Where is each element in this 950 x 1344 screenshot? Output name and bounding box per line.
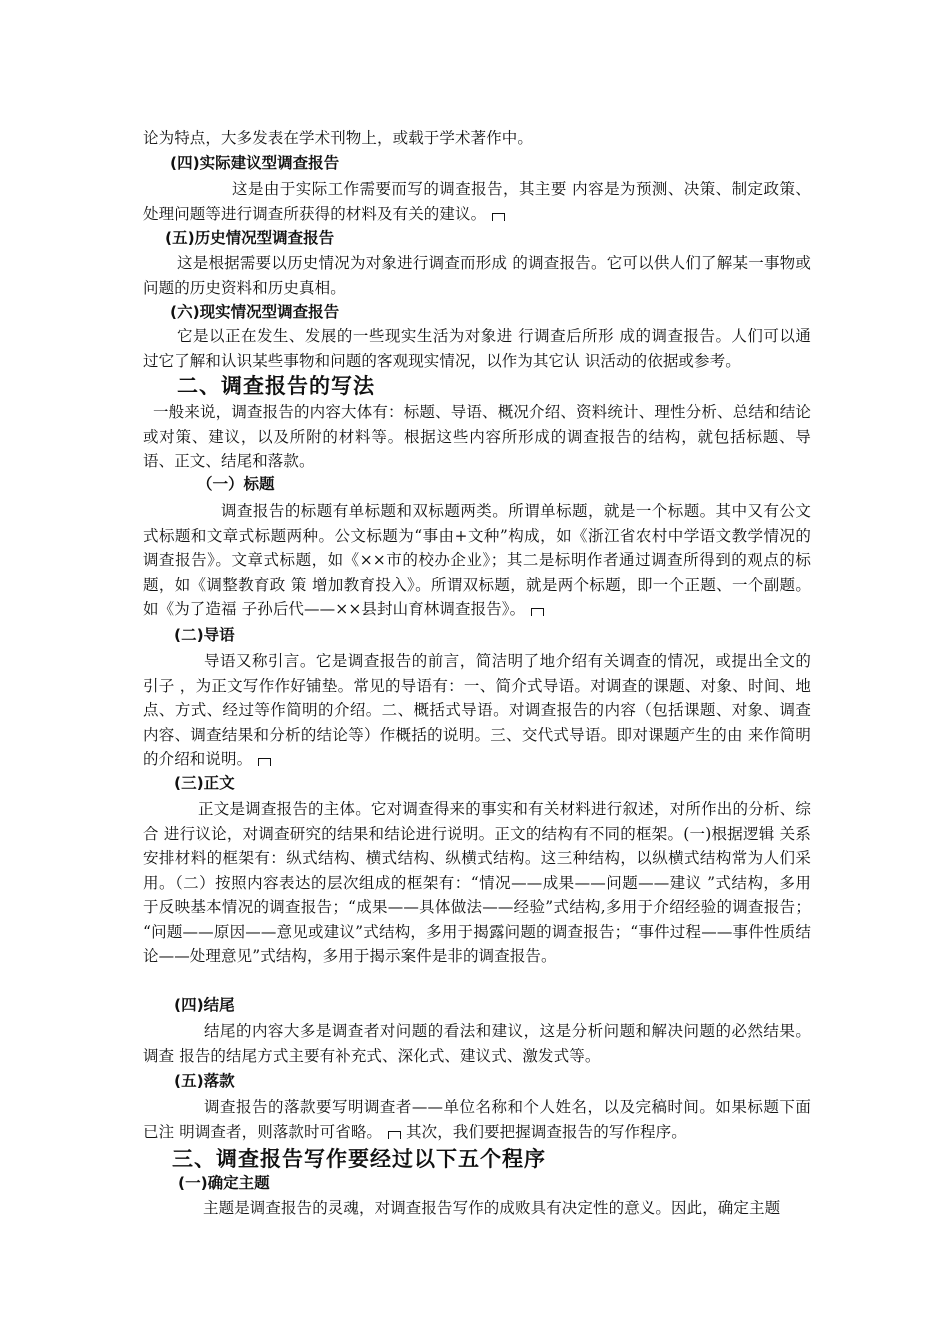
paragraph-section-2: 一般来说，调查报告的内容大体有：标题、导语、概况介绍、资料统计、理性分析、总结和结论或对策、建议，以及所附的材料等。根据这些内容所形成的调查报告的结构，就包括标题、导语、正文、结尾和落款。 (143, 403, 811, 470)
heading-reality-report: (六)现实情况型调查报告 (170, 303, 340, 321)
revision-mark-icon (531, 608, 544, 616)
paragraph-ending: 结尾的内容大多是调查者对问题的看法和建议，这是分析问题和解决问题的必然结果。调查 报告的结尾方式主要有补充式、深化式、建议式、激发式等。 (143, 1022, 811, 1065)
section-3-title: 三、调查报告写作要经过以下五个程序 (172, 1146, 546, 1171)
heading-ending: (四)结尾 (174, 996, 235, 1014)
heading-lead: (二)导语 (174, 626, 235, 644)
heading-history-report: (五)历史情况型调查报告 (165, 229, 335, 247)
paragraph-intro-tail: 论为特点，大多发表在学术刊物上，或载于学术著作中。 (143, 129, 534, 147)
paragraph-practical-report: 这是由于实际工作需要而写的调查报告，其主要 内容是为预测、决策、制定政策、处理问题等进行调查所获得的材料及有关的建议。 (143, 180, 811, 223)
heading-title: （一）标题 (197, 475, 275, 493)
revision-mark-icon (258, 758, 271, 766)
paragraph-signature: 调查报告的落款要写明调查者——单位名称和个人姓名，以及完稿时间。如果标题下面已注 明调查者，则落款时可省略。 其次，我们要把握调查报告的写作程序。 (143, 1098, 811, 1141)
heading-practical-report: (四)实际建议型调查报告 (170, 154, 340, 172)
heading-signature: (五)落款 (174, 1072, 235, 1090)
heading-body: (三)正文 (174, 774, 235, 792)
paragraph-theme: 主题是调查报告的灵魂，对调查报告写作的成败具有决定性的意义。因此，确定主题 (203, 1199, 781, 1217)
heading-theme: (一)确定主题 (178, 1174, 270, 1192)
paragraph-history-report: 这是根据需要以历史情况为对象进行调查而形成 的调查报告。它可以供人们了解某一事物或问题的历史资料和历史真相。 (143, 254, 811, 297)
revision-mark-icon (388, 1131, 401, 1139)
paragraph-body: 正文是调查报告的主体。它对调查得来的事实和有关材料进行叙述，对所作出的分析、综合 进行议论，对调查研究的结果和结论进行说明。正文的结构有不同的框架。(一)根据逻辑 关系安排材料的框架有：纵式结构、横式结构、纵横式结构。这三种结构，以纵横式结构常为人们采用。（二）按照内容表达的层次组成的框架有：“情况——成果——问题——建议 ”式结构，多用于反映基本情况的调查报告；“成果——具体做法——经验”式结构,多用于介绍经验的调查报告； “问题——原因——意见或建议”式结构，多用于揭露问题的调查报告；“事件过程——事件性质结论——处理意见”式结构，多用于揭示案件是非的调查报告。 (143, 800, 811, 965)
section-2-title: 二、调查报告的写法 (177, 373, 375, 398)
paragraph-lead: 导语又称引言。它是调查报告的前言，简洁明了地介绍有关调查的情况，或提出全文的引子 ，为正文写作作好铺垫。常见的导语有：一、简介式导语。对调查的课题、对象、时间、地 点、方式、经过等作简明的介绍。二、概括式导语。对调查报告的内容（包括课题、对象、调查内容、调查结果和分析的结论等）作概括的说明。三、交代式导语。即对课题产生的由 来作简明的介绍和说明。 (143, 652, 811, 768)
revision-mark-icon (492, 213, 505, 221)
paragraph-reality-report: 它是以正在发生、发展的一些现实生活为对象进 行调查后所形 成的调查报告。人们可以通过它了解和认识某些事物和问题的客观现实情况，以作为其它认 识活动的依据或参考。 (143, 327, 811, 370)
paragraph-title: 调查报告的标题有单标题和双标题两类。所谓单标题，就是一个标题。其中又有公文式标题和文章式标题两种。公文标题为“事由+文种”构成，如《浙江省农村中学语文教学情况的调查报告》。文章式标题，如《××市的校办企业》；其二是标明作者通过调查所得到的观点的标题，如《调整教育政 策 增加教育投入》。所谓双标题，就是两个标题，即一个正题、一个副题。如《为了造福 子孙后代——××县封山育林调查报告》。 (143, 502, 811, 618)
